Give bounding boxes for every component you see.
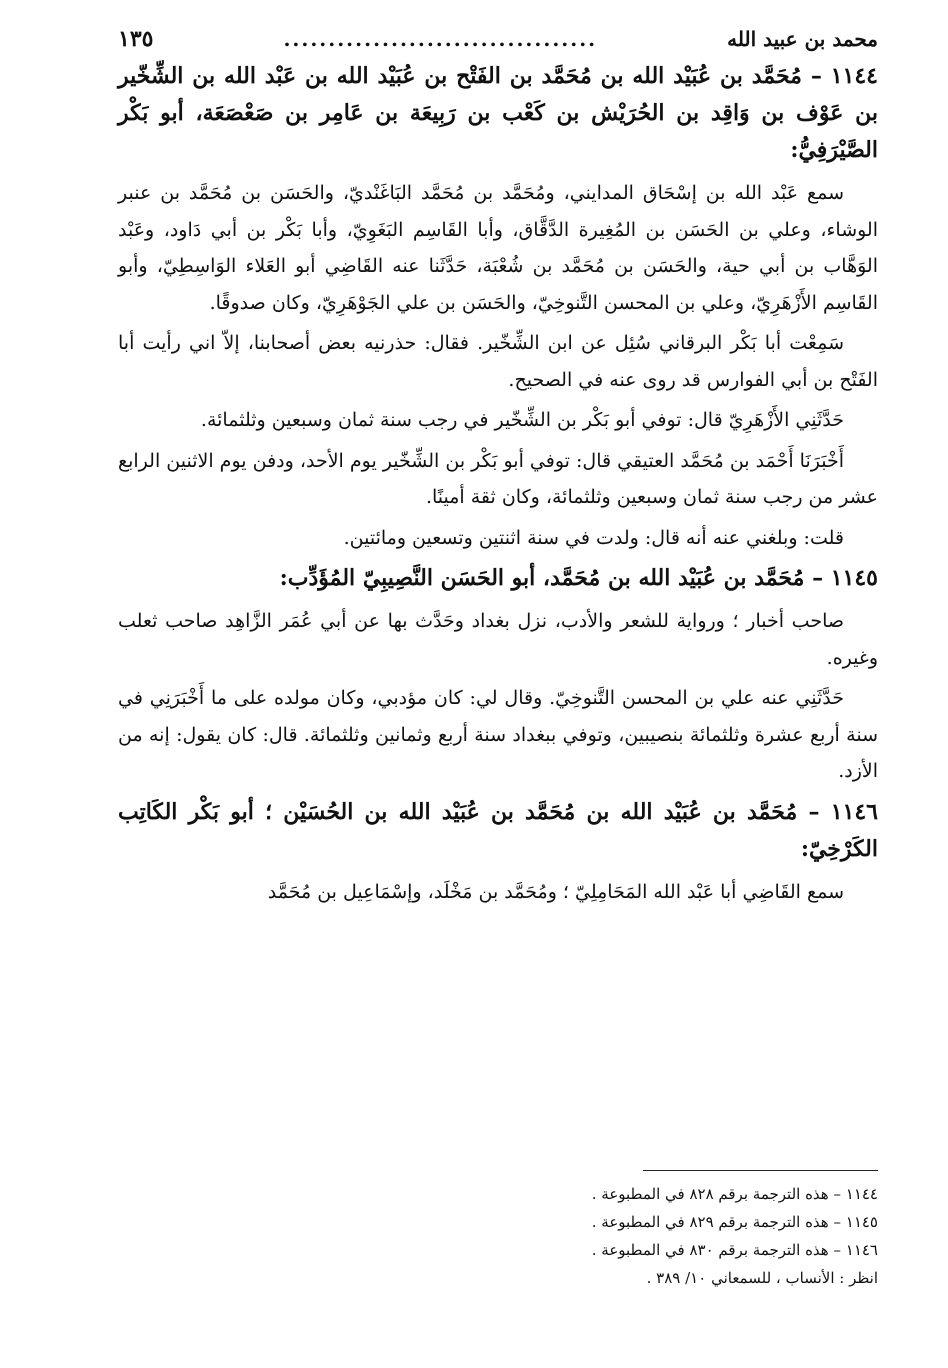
entry-paragraph: صاحب أخبار ؛ ورواية للشعر والأدب، نزل بغداد وحَدَّث بها عن أبي عُمَر الزَّاهِد صاحب ثعلب وغيره. <box>118 610 878 669</box>
page-number: ١٣٥ <box>118 26 154 52</box>
entry-paragraph: قلت: وبلغني عنه أنه قال: ولدت في سنة اثنتين وتسعين ومائتين. <box>343 526 844 549</box>
footnotes <box>118 1180 878 1292</box>
entry-paragraph: حَدَّثَنِي الأَزْهَرِيّ قال: توفي أبو بَكْر بن الشِّخّير في رجب سنة ثمان وسبعين وثلثمائة. <box>200 409 844 431</box>
footnote: ١١٤٦ – هذه الترجمة برقم ٨٣٠ في المطبوعة . <box>591 1241 878 1259</box>
book-page <box>118 22 878 1342</box>
entry-1146 <box>118 794 878 911</box>
entry-paragraph: سمع القَاضِي أبا عَبْد الله المَحَامِلِيّ ؛ ومُحَمَّد بن مَخْلَد، وإسْمَاعِيل بن مُحَمَّد <box>267 880 844 903</box>
running-head <box>118 22 878 56</box>
entry-heading: ١١٤٤ – مُحَمَّد بن عُبَيْد الله بن مُحَمَّد بن الفَتْح بن عُبَيْد الله بن عَبْد الله بن الشِّخّير بن عَوْف بن وَاقِد بن الحُرَيْش بن كَعْب بن رَبِيعَة بن عَامِر بن صَعْصَعَة، أبو بَكْر الصَّيْرَفِيُّ: <box>118 63 878 163</box>
entry-paragraph: سَمِعْت أبا بَكْر البرقاني سُئِل عن ابن الشِّخّير. فقال: حذرنيه بعض أصحابنا، إلاّ اني رأيت أبا الفَتْح بن أبي الفوارس قد روى عنه في الصحيح. <box>118 332 878 391</box>
entry-1144 <box>118 58 878 556</box>
entry-1145 <box>118 560 878 790</box>
entry-paragraph: حَدَّثَنِي عنه علي بن المحسن التَّنوخِيّ. وقال لي: كان مؤدبي، وكان مولده على ما أَخْبَرَنِي في سنة أربع عشرة وثلثمائة بنصيبين، وتوفي ببغداد سنة أربع وثمانين وثلثمائة. قال: كان يقول: إنه من الأزد. <box>118 687 878 782</box>
footnote: ١١٤٤ – هذه الترجمة برقم ٨٢٨ في المطبوعة . <box>591 1185 878 1203</box>
entry-paragraph: سمع عَبْد الله بن إسْحَاق المدايني، ومُحَمَّد بن مُحَمَّد البَاغَنْديّ، والحَسَن بن مُحَمَّد بن عنبر الوشاء، وعلي بن الحَسَن بن المُغِيرة الدَّقَّاق، وأبا القَاسِم البَغَوِيّ، وأبا بَكْر بن أبي دَاود، وعَبْد الوَهَّاب بن أبي حية، والحَسَن بن مُحَمَّد بن شُعْبَة، حَدَّثَنا عنه القَاضِي أبو العَلاء الوَاسِطِيّ، وأبو القَاسِم الأَزْهَرِيّ، وعلي بن المحسن التَّنوخِيّ، والحَسَن بن علي الجَوْهَرِيّ، وكان صدوقًا. <box>118 182 879 314</box>
running-head-dots: ................................... <box>283 27 598 51</box>
running-head-title: محمد بن عبيد الله <box>727 27 878 51</box>
entry-heading: ١١٤٥ – مُحَمَّد بن عُبَيْد الله بن مُحَمَّد، أبو الحَسَن النَّصِيبِيّ المُؤَدِّب: <box>279 565 878 591</box>
footnote-divider <box>643 1170 878 1171</box>
footnote: انظر : الأنساب ، للسمعاني ١٠/ ٣٨٩ . <box>646 1269 878 1287</box>
footnote: ١١٤٥ – هذه الترجمة برقم ٨٢٩ في المطبوعة . <box>591 1213 878 1231</box>
entry-paragraph: أَخْبَرَنَا أَحْمَد بن مُحَمَّد العتيقي قال: توفي أبو بَكْر بن الشِّخّير يوم الأحد، ودفن يوم الاثنين الرابع عشر من رجب سنة ثمان وسبعين وثلثمائة، وكان ثقة أمينًا. <box>118 449 878 508</box>
entry-heading: ١١٤٦ – مُحَمَّد بن عُبَيْد الله بن مُحَمَّد بن عُبَيْد الله بن الحُسَيْن ؛ أبو بَكْر الكَاتِب الكَرْخِيّ: <box>118 798 878 862</box>
